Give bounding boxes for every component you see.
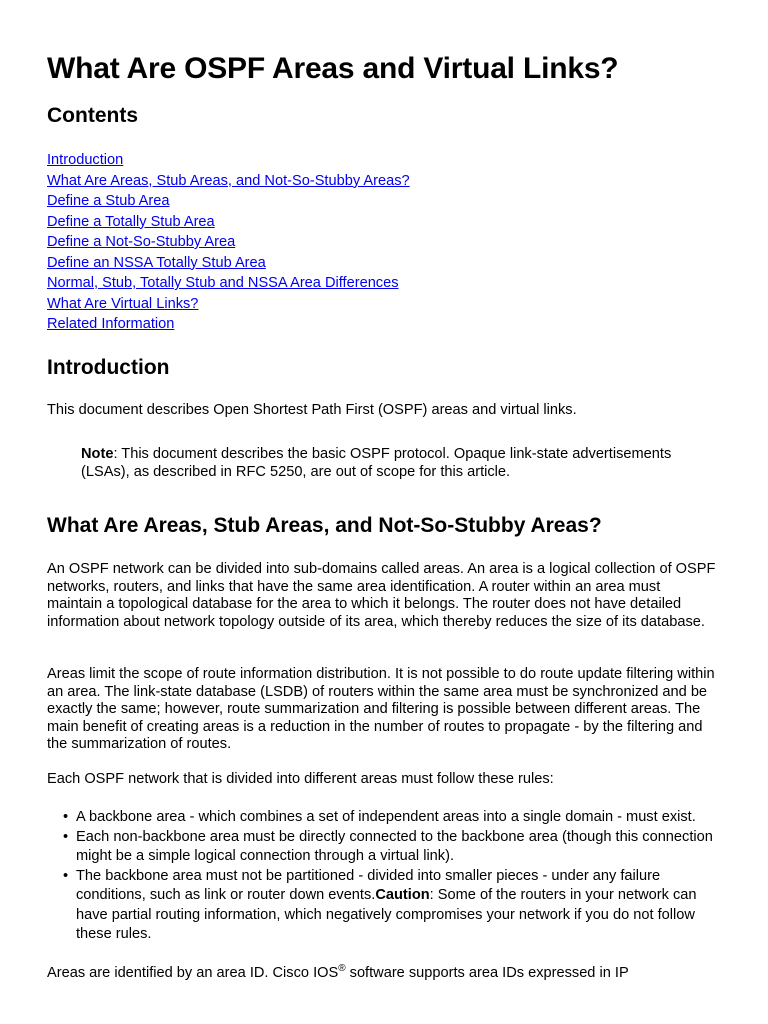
- list-item-text: A backbone area - which combines a set of independent areas into a single domain - must exist.: [76, 809, 696, 825]
- toc-item-area-differences: [47, 273, 410, 294]
- areas-paragraph-2: Areas limit the scope of route information distribution. It is not possible to do route update filtering within an area. The link-state database (LSDB) of routers within the same area must be synchronized and be exactly the same; however, route summarization and filtering is possible between different areas. The main benefit of creating areas is a reduction in the number of routes to propagate - by the filtering and the summarization of routes.: [47, 666, 715, 752]
- contents-heading: Contents: [47, 104, 138, 127]
- area-id-text-start: Areas are identified by an area ID. Cisco IOS: [47, 965, 339, 981]
- introduction-heading: Introduction: [47, 356, 170, 379]
- registered-trademark-mark: ®: [338, 963, 346, 975]
- table-of-contents: [47, 150, 410, 335]
- toc-item-related-information: [47, 314, 410, 335]
- toc-item-totally-stub-area: [47, 212, 410, 233]
- toc-link-nssa-totally-stub[interactable]: Define an NSSA Totally Stub Area: [47, 254, 266, 271]
- toc-item-nssa-totally-stub: [47, 253, 410, 274]
- bullet-marker: •: [63, 828, 69, 845]
- caution-text: : Some of the routers in your network can have partial routing information, which negatively compromises your network if you do not follow these rules.: [76, 887, 697, 942]
- rules-list: [47, 808, 727, 945]
- caution-label: Caution: [375, 887, 430, 903]
- toc-link-areas[interactable]: What Are Areas, Stub Areas, and Not-So-Stubby Areas?: [47, 172, 410, 189]
- toc-link-introduction[interactable]: Introduction: [47, 152, 124, 168]
- list-item: [47, 828, 727, 867]
- toc-link-nssa[interactable]: Define a Not-So-Stubby Area: [47, 234, 236, 250]
- list-item: [47, 867, 727, 945]
- areas-heading: What Are Areas, Stub Areas, and Not-So-Stubby Areas?: [47, 514, 602, 537]
- areas-paragraph-3: Each OSPF network that is divided into different areas must follow these rules:: [47, 771, 554, 787]
- note-label: Note: [81, 446, 114, 462]
- toc-item-areas: [47, 171, 410, 192]
- toc-link-virtual-links[interactable]: What Are Virtual Links?: [47, 295, 199, 312]
- areas-paragraph-1: An OSPF network can be divided into sub-domains called areas. An area is a logical collection of OSPF networks, routers, and links that have the same area identification. A router within an area must maintain a topological database for the area to which it belongs. The router does not have detailed information about network topology outside of its area, which thereby reduces the size of its database.: [47, 561, 716, 630]
- toc-item-stub-area: [47, 191, 410, 212]
- note-text: : This document describes the basic OSPF protocol. Opaque link-state advertisements (LSAs), as described in RFC 5250, are out of scope for this article.: [81, 446, 672, 480]
- list-item-text: Each non-backbone area must be directly connected to the backbone area (though this connection might be a simple logical connection through a virtual link).: [76, 828, 713, 864]
- page-title: What Are OSPF Areas and Virtual Links?: [47, 52, 619, 85]
- toc-item-nssa: [47, 232, 410, 253]
- area-id-text-end: software supports area IDs expressed in IP: [345, 965, 629, 981]
- toc-link-stub-area[interactable]: Define a Stub Area: [47, 193, 170, 209]
- areas-paragraph-4: [47, 965, 629, 983]
- toc-item-virtual-links: [47, 294, 410, 315]
- toc-item-introduction: [47, 150, 410, 171]
- list-item-text: The backbone area must not be partitioned - divided into smaller pieces - under any failure conditions, such as link or router down events.: [76, 867, 661, 903]
- toc-link-area-differences[interactable]: Normal, Stub, Totally Stub and NSSA Area Differences: [47, 275, 399, 291]
- list-item: [47, 808, 727, 828]
- note-paragraph: [81, 446, 721, 481]
- toc-link-totally-stub-area[interactable]: Define a Totally Stub Area: [47, 213, 215, 230]
- bullet-marker: •: [63, 809, 69, 825]
- bullet-marker: •: [63, 867, 69, 884]
- toc-link-related-information[interactable]: Related Information: [47, 316, 175, 332]
- introduction-text: This document describes Open Shortest Path First (OSPF) areas and virtual links.: [47, 402, 577, 418]
